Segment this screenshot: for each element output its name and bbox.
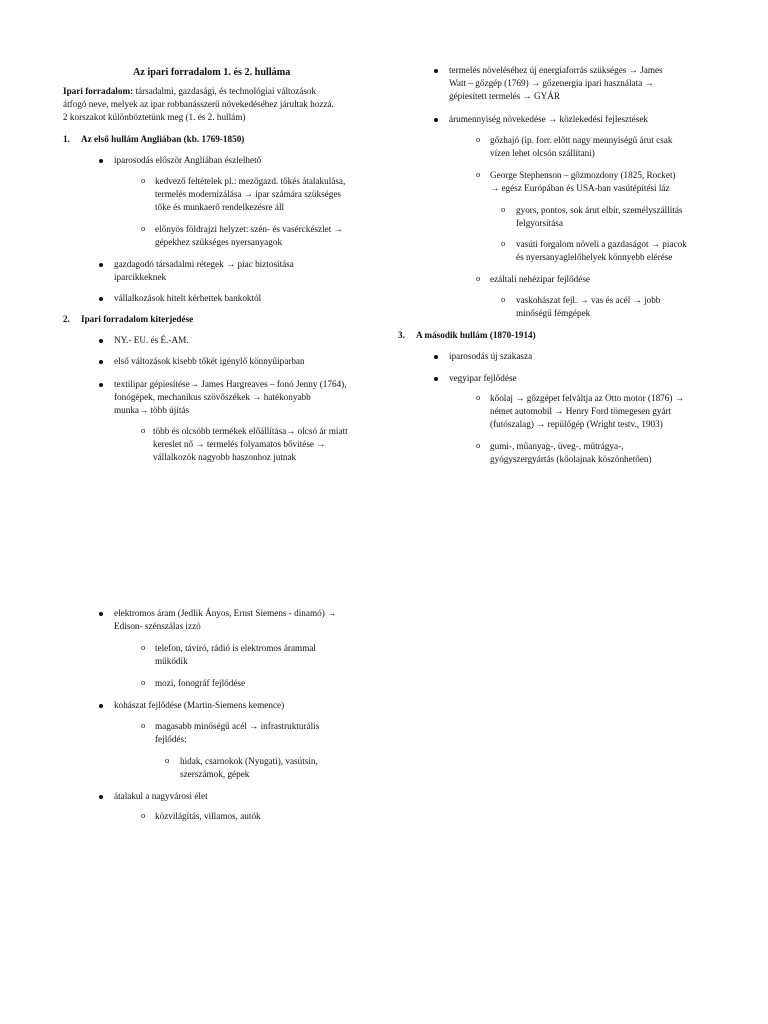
section-1-number: 1. xyxy=(63,134,70,144)
section-3-title: A második hullám (1870-1914) xyxy=(416,330,536,340)
list-item-line: magasabb minőségű acél → infrastrukturális xyxy=(155,721,320,731)
circle-bullet-icon: o xyxy=(165,755,170,765)
bullet-icon xyxy=(434,118,438,122)
list-item-line: vaskohászat fejl. → vas és acél → jobb xyxy=(516,295,661,305)
bullet-icon xyxy=(99,795,103,799)
list-item-line: fejlődés: xyxy=(155,734,187,744)
bullet-icon xyxy=(99,360,103,364)
list-item-line: vasúti forgalom növeli a gazdaságot → piacok xyxy=(516,239,687,249)
circle-bullet-icon: o xyxy=(141,720,146,730)
list-item: első változások kisebb tőkét igénylő könnyűiparban xyxy=(114,356,305,366)
list-item-line: több és olcsóbb termékek előállítása→ olcsó ár miatt xyxy=(153,426,348,436)
list-item-line: fonógépek, mechanikus szövőszékek → hatékonyabb xyxy=(114,392,311,402)
list-item: iparosodás először Angliában észlelhető xyxy=(114,155,262,165)
list-item-line: tőke és munkaerő rendelkezésre áll xyxy=(155,202,285,212)
circle-bullet-icon: o xyxy=(476,273,481,283)
list-item-line: vállalkozók nagyobb haszonhoz jutnak xyxy=(153,452,297,462)
list-item: mozi, fonográf fejlődése xyxy=(155,678,246,688)
list-item-line: vízen lehet olcsón szállítani) xyxy=(490,148,595,158)
section-1-title: Az első hullám Angliában (kb. 1769-1850) xyxy=(81,134,245,144)
intro-line-2: átfogó neve, melyek az ipar robbanásszerű növekedéséhez járultak hozzá. xyxy=(63,99,334,109)
list-item: árumennyiség növekedése → közlekedési fejlesztések xyxy=(449,114,648,124)
list-item-line: szerszámok, gépek xyxy=(180,769,250,779)
list-item-line: George Stephenson – gőzmozdony (1825, Rocket) xyxy=(490,170,676,180)
list-item: NY.- EU. és É.-AM. xyxy=(114,335,189,345)
bullet-icon xyxy=(99,297,103,301)
list-item-line: működik xyxy=(155,656,188,666)
list-item-line: kőolaj → gőzgépet felváltja az Otto motor (1876) → xyxy=(490,393,684,403)
circle-bullet-icon: o xyxy=(141,677,146,687)
circle-bullet-icon: o xyxy=(141,175,146,185)
circle-bullet-icon: o xyxy=(476,440,481,450)
list-item-line: gyors, pontos, sok árut elbír, személyszállítás xyxy=(516,205,683,215)
list-item: kohászat fejlődése (Martin-Siemens kemence) xyxy=(114,700,285,710)
list-item: iparosodás új szakasza xyxy=(449,351,533,361)
list-item-line: gőzhajó (ip. forr. előtt nagy mennyiségű árut csak xyxy=(490,135,673,145)
intro-term: Ipari forradalom: xyxy=(63,86,134,96)
circle-bullet-icon: o xyxy=(501,204,506,214)
circle-bullet-icon: o xyxy=(501,238,506,248)
list-item-line: textilipar gépiesítése→ James Hargreaves – fonó Jenny (1764), xyxy=(114,379,347,389)
list-item-line: gyógyszergyártás (kőolajnak köszönhetően) xyxy=(490,454,652,464)
bullet-icon xyxy=(99,339,103,343)
list-item-line: gazdagodó társadalmi rétegek → piac biztosítása xyxy=(114,259,294,269)
list-item-line: kedvező feltételek pl.: mezőgazd. tőkés átalakulása, xyxy=(155,176,346,186)
list-item-line: telefon, távíró, rádió is elektromos árammal xyxy=(155,643,316,653)
list-item: közvilágítás, villamos, autók xyxy=(155,811,261,821)
bullet-icon xyxy=(434,69,438,73)
section-2-title: Ipari forradalom kiterjedése xyxy=(81,314,194,324)
list-item-line: → egész Európában és USA-ban vasútépítési láz xyxy=(490,183,670,193)
list-item-line: német automobil → Henry Ford tömegesen gyárt xyxy=(490,406,672,416)
circle-bullet-icon: o xyxy=(141,223,146,233)
list-item: ezáltali nehézipar fejlődése xyxy=(490,274,590,284)
list-item-line: gépekhez szükséges nyersanyagok xyxy=(155,237,283,247)
bullet-icon xyxy=(99,704,103,708)
section-3-number: 3. xyxy=(398,330,405,340)
list-item-line: termelés növeléséhez új energiaforrás szükséges → James xyxy=(449,65,663,75)
list-item-line: Edison- szénszálas izzó xyxy=(114,621,201,631)
intro-definition: társadalmi, gazdasági, és technológiai változások xyxy=(133,86,317,96)
circle-bullet-icon: o xyxy=(141,810,146,820)
list-item-line: iparcikkeknek xyxy=(114,272,167,282)
circle-bullet-icon: o xyxy=(141,425,146,435)
list-item-line: elektromos áram (Jedlik Ányos, Ernst Siemens - dinamó) → xyxy=(114,608,337,618)
list-item-line: munka→ több újítás xyxy=(114,405,190,415)
list-item-line: felgyorsítása xyxy=(516,218,563,228)
list-item-line: gumi-, műanyag-, üveg-, műtrágya-, xyxy=(490,441,624,451)
list-item-line: gépiesített termelés → GYÁR xyxy=(449,91,560,101)
intro-line-1 xyxy=(63,85,316,98)
circle-bullet-icon: o xyxy=(501,294,506,304)
list-item: átalakul a nagyvárosi élet xyxy=(114,791,208,801)
list-item-line: és nyersanyaglelőhelyek könnyebb elérése xyxy=(516,252,673,262)
list-item-line: Watt – gőzgép (1769) → gőzenergia ipari használata → xyxy=(449,78,654,88)
bullet-icon xyxy=(99,159,103,163)
list-item-line: minőségű fémgépek xyxy=(516,308,591,318)
circle-bullet-icon: o xyxy=(476,392,481,402)
list-item: vegyipar fejlődése xyxy=(449,373,517,383)
list-item-line: kereslet nő → termelés folyamatos bővítése → xyxy=(153,439,326,449)
list-item-line: előnyös földrajzi helyzet: szén- és vasérckészlet → xyxy=(155,224,343,234)
list-item-line: termelés modernizálása → ipar számára szükséges xyxy=(155,189,341,199)
list-item-line: (futószalag) → repülőgép (Wright testv., 1903) xyxy=(490,419,663,429)
bullet-icon xyxy=(434,355,438,359)
section-2-number: 2. xyxy=(63,314,70,324)
bullet-icon xyxy=(99,383,103,387)
document-title: Az ipari forradalom 1. és 2. hulláma xyxy=(133,67,291,78)
circle-bullet-icon: o xyxy=(476,134,481,144)
circle-bullet-icon: o xyxy=(476,169,481,179)
bullet-icon xyxy=(99,612,103,616)
list-item: vállalkozások hitelt kérhettek bankoktól xyxy=(114,293,262,303)
circle-bullet-icon: o xyxy=(141,642,146,652)
intro-line-3: 2 korszakot különböztetünk meg (1. és 2. hullám) xyxy=(63,112,246,122)
bullet-icon xyxy=(434,377,438,381)
bullet-icon xyxy=(99,263,103,267)
list-item-line: hidak, csarnokok (Nyugati), vasútsín, xyxy=(180,756,318,766)
